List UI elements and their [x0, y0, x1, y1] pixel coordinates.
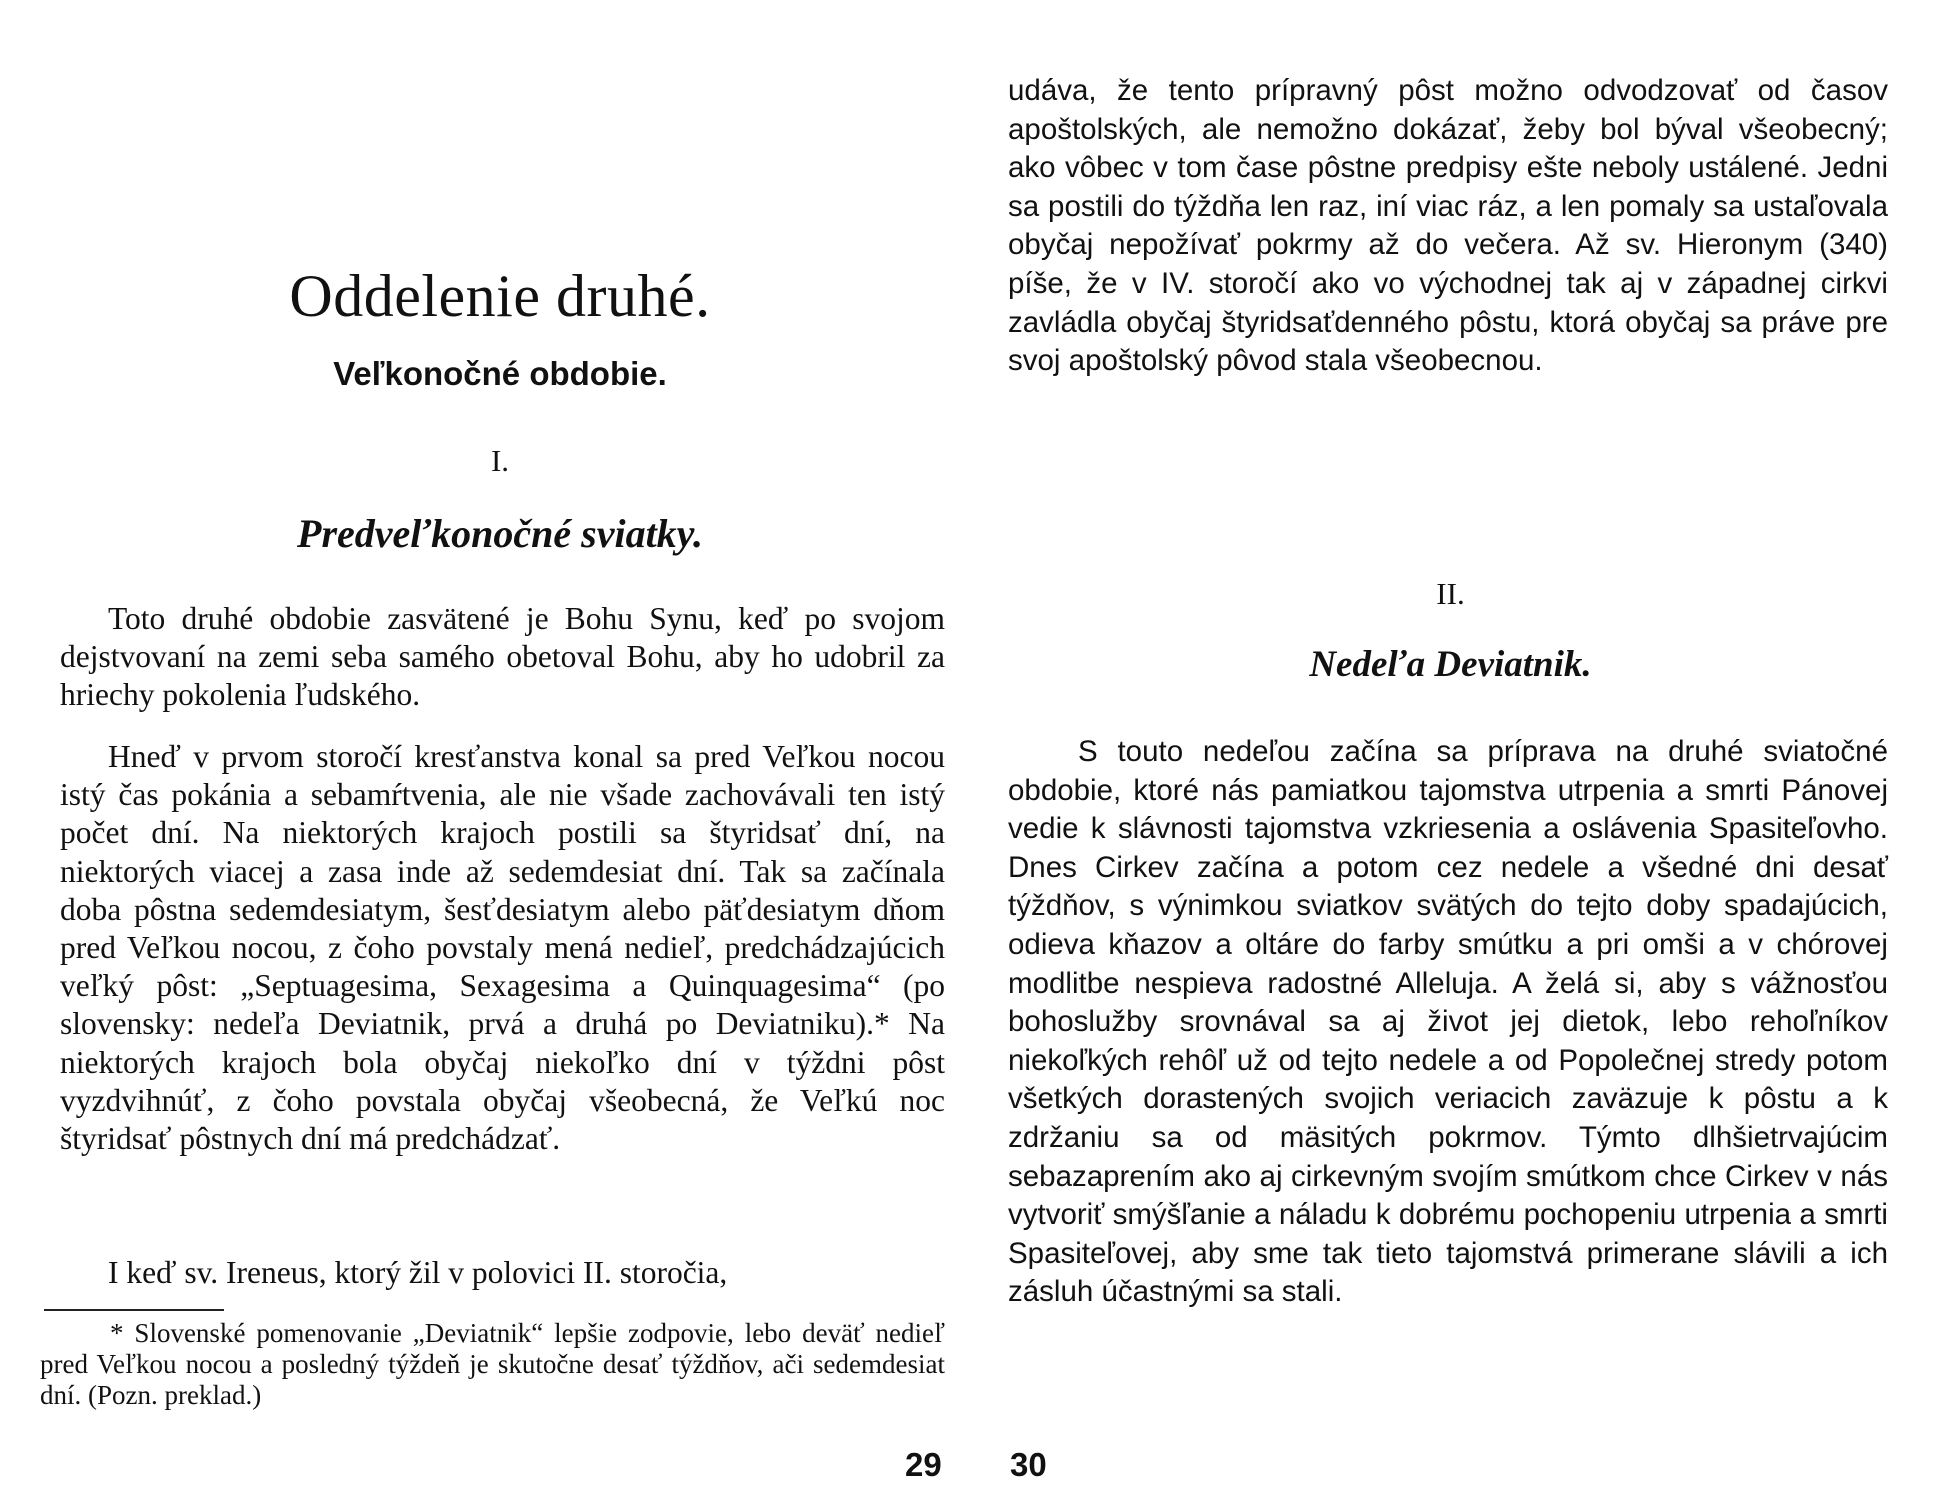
body-paragraph: S touto nedeľou začína sa príprava na druhé sviatočné obdobie, ktoré nás pamiatkou tajomstva utrpenia a smrti Pánovej vedie k slávnosti tajomstva vzkriesenia a oslávenia Spasiteľovho. Dnes Cirkev začína a potom cez nedele a všedné dni desať týždňov, s výnimkou sviatkov svätých do tejto doby spadajúcich, odieva kňazov a oltáre do farby smútku a pri omši a v chórovej modlitbe nespieva radostné Alleluja. A želá si, aby s vážnosťou bohoslužby srovnával sa aj život jej dietok, lebo rehoľníkov niekoľkých rehôľ už od tejto nedele a od Popolečnej stredy potom všetkých dorastených svojich veriacich zaväzuje k pôstu a k zdržaniu sa od mäsitých pokrmov. Týmto dlhšietrvajúcim sebazaprením ako aj cirkevným svojím smútkom chce Cirkev v nás vytvoriť smýšľanie a náladu k dobrému pochopeniu utrpenia a smrti Spasiteľovej, aby sme tak tieto tajomstvá primerane slávili a ich zásluh účastnými sa stali. [1008, 735, 1888, 1309]
section-numeral-i: I. [490, 443, 510, 478]
page-number-right: 30 [1010, 1446, 1047, 1483]
section-title-predvelkonocne: Predveľkonočné sviatky. [297, 511, 703, 556]
body-paragraph: I keď sv. Ireneus, ktorý žil v polovici II. storočia, [108, 1255, 728, 1290]
page-number-left: 29 [905, 1446, 942, 1483]
body-paragraph: udáva, že tento prípravný pôst možno odvodzovať od časov apoštolských, ale nemožno dokázať, žeby bol býval všeobecný; ako vôbec v tom čase pôstne predpisy ešte neboly ustálené. Jedni sa postili do týždňa len raz, iní viac ráz, a len pomaly sa ustaľovala obyčaj nepožívať pokrmy až do večera. Až sv. Hieronym (340) píše, že v IV. storočí ako vo východnej tak aj v západnej cirkvi zavládla obyčaj štyridsaťdenného pôstu, ktorá obyčaj sa práve pre svoj apoštolský pôvod stala všeobecnou. [1008, 74, 1888, 378]
chapter-title: Oddelenie druhé. [289, 263, 711, 329]
body-paragraph: Toto druhé obdobie zasvätené je Bohu Synu, keď po svojom dejstvovaní na zemi seba samého obetoval Bohu, aby ho udobril za hriechy pokolenia ľudského. [60, 601, 945, 713]
section-numeral-ii: II. [1436, 576, 1465, 611]
section-title-deviatnik: Nedeľa Deviatnik. [1309, 644, 1592, 685]
footnote-divider [44, 1309, 224, 1311]
body-paragraph: Hneď v prvom storočí kresťanstva konal sa pred Veľkou nocou istý čas pokánia a sebamŕtvenia, ale nie všade zachovávali ten istý počet dní. Na niektorých krajoch postili sa štyridsať dní, na niektorých viacej a zasa inde až sedemdesiat dní. Tak sa začínala doba pôstna sedemdesiatym, šesťdesiatym alebo päťdesiatym dňom pred Veľkou nocou, z čoho povstaly mená nedieľ, predchádzajúcich veľký pôst: „Septuagesima, Sexagesima a Quinquagesima“ (po slovensky: nedeľa Deviatnik, prvá a druhá po Deviatniku).* Na niektorých krajoch bola obyčaj niekoľko dní v týždni pôst vyzdvihnúť, z čoho povstala obyčaj všeobecná, že Veľkú noc štyridsať pôstnych dní má predchádzať. [60, 739, 945, 1157]
footnote: * Slovenské pomenovanie „Deviatnik“ lepšie zodpovie, lebo deväť nedieľ pred Veľkou nocou a posledný týždeň je skutočne desať týždňov, ači sedemdesiat dní. (Pozn. preklad.) [40, 1318, 945, 1410]
part-subtitle: Veľkonočné obdobie. [333, 355, 667, 392]
